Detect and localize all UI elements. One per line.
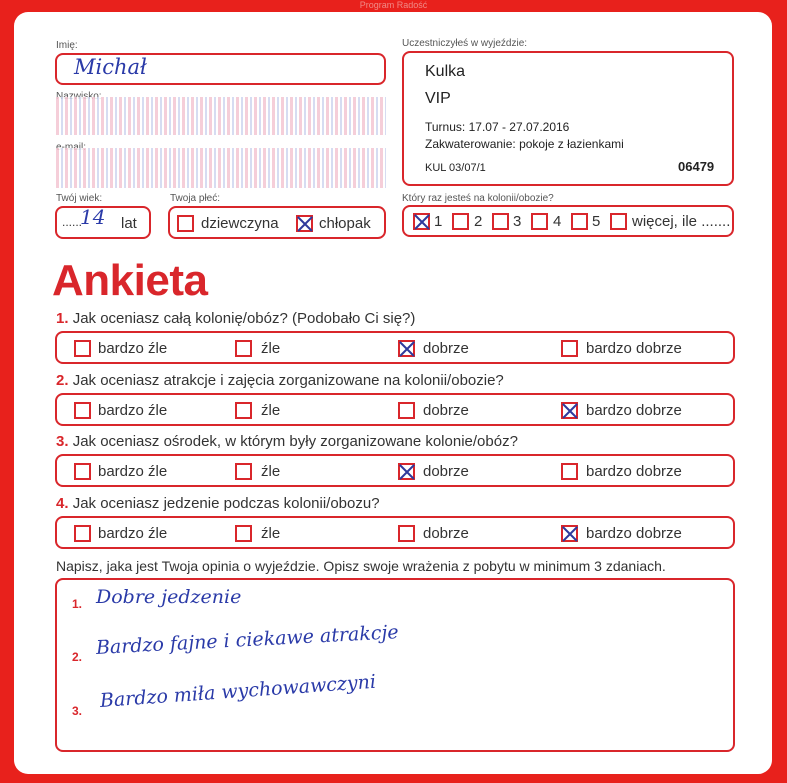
q2-bardzo-zle-label: bardzo źle	[98, 402, 168, 419]
q4-dobrze-label: dobrze	[423, 525, 469, 542]
q4-bardzo-zle-checkbox[interactable]	[74, 525, 91, 542]
header-text: Program Radość	[359, 0, 428, 10]
question-1-text: Jak oceniasz całą kolonię/obóz? (Podobało Ci się?)	[72, 310, 416, 327]
opinion-line-1-text: Dobre jedzenie	[96, 586, 242, 608]
trip-term	[425, 120, 569, 134]
times-option-more-checkbox[interactable]	[610, 213, 627, 230]
gender-female-label: dziewczyna	[201, 215, 279, 232]
q1-bardzo-dobrze-checkbox[interactable]	[561, 340, 578, 357]
trip-label: Uczestniczyłeś w wyjeździe:	[402, 38, 528, 49]
opinion-line-3-text: Bardzo miła wychowawczyni	[99, 670, 377, 712]
times-option-2-label: 2	[474, 213, 483, 230]
times-option-3-label: 3	[513, 213, 522, 230]
trip-number: 06479	[678, 159, 715, 174]
question-4-number: 4.	[56, 495, 69, 512]
question-3-text: Jak oceniasz ośrodek, w którym były zorganizowane kolonie/obóz?	[72, 433, 518, 450]
email-redacted	[56, 148, 386, 188]
trip-accom-label: Zakwaterowanie:	[425, 137, 516, 151]
q3-bardzo-zle-label: bardzo źle	[98, 463, 168, 480]
trip-code: KUL 03/07/1	[425, 162, 486, 174]
q3-zle-checkbox[interactable]	[235, 463, 252, 480]
surname-redacted	[56, 97, 386, 135]
q2-dobrze-checkbox[interactable]	[398, 402, 415, 419]
q3-bardzo-dobrze-label: bardzo dobrze	[586, 463, 682, 480]
q2-zle-checkbox[interactable]	[235, 402, 252, 419]
q1-bardzo-zle-label: bardzo źle	[98, 340, 168, 357]
opinion-line-3-number: 3.	[72, 704, 83, 718]
q3-dobrze-label: dobrze	[423, 463, 469, 480]
q2-zle-label: źle	[261, 402, 281, 419]
times-option-3-checkbox[interactable]	[492, 213, 509, 230]
name-label: Imię:	[56, 40, 78, 51]
q1-dobrze-checkbox[interactable]	[398, 340, 415, 357]
times-option-5-label: 5	[592, 213, 601, 230]
q4-bardzo-dobrze-checkbox[interactable]	[561, 525, 578, 542]
q3-bardzo-zle-checkbox[interactable]	[74, 463, 91, 480]
times-option-1-checkbox[interactable]	[413, 213, 430, 230]
q2-bardzo-dobrze-label: bardzo dobrze	[586, 402, 682, 419]
question-2-text: Jak oceniasz atrakcje i zajęcia zorganizowane na kolonii/obozie?	[72, 372, 504, 389]
q1-dobrze-label: dobrze	[423, 340, 469, 357]
times-option-4-label: 4	[553, 213, 562, 230]
question-3-number: 3.	[56, 433, 69, 450]
age-unit: lat	[121, 215, 137, 232]
question-3	[56, 433, 518, 450]
q2-bardzo-zle-checkbox[interactable]	[74, 402, 91, 419]
times-option-more-label: więcej, ile .......	[632, 213, 731, 230]
q4-bardzo-dobrze-label: bardzo dobrze	[586, 525, 682, 542]
q3-bardzo-dobrze-checkbox[interactable]	[561, 463, 578, 480]
trip-name: Kulka	[425, 63, 466, 80]
age-value: 14	[80, 205, 106, 229]
times-option-2-checkbox[interactable]	[452, 213, 469, 230]
opinion-prompt: Napisz, jaka jest Twoja opinia o wyjeździe. Opisz swoje wrażenia z pobytu w minimum 3 zdaniach.	[56, 558, 666, 574]
opinion-line-1-number: 1.	[72, 597, 83, 611]
question-2-number: 2.	[56, 372, 69, 389]
age-dots: ......	[62, 215, 83, 229]
times-option-4-checkbox[interactable]	[531, 213, 548, 230]
question-2	[56, 372, 504, 389]
question-1	[56, 310, 415, 327]
q4-bardzo-zle-label: bardzo źle	[98, 525, 168, 542]
gender-male-label: chłopak	[319, 215, 371, 232]
trip-accom-value: pokoje z łazienkami	[519, 137, 624, 151]
trip-accom	[425, 137, 624, 151]
q3-zle-label: źle	[261, 463, 281, 480]
age-label: Twój wiek:	[56, 193, 103, 204]
times-label: Który raz jesteś na kolonii/obozie?	[402, 193, 554, 204]
q3-dobrze-checkbox[interactable]	[398, 463, 415, 480]
gender-label: Twoja płeć:	[170, 193, 221, 204]
q1-bardzo-dobrze-label: bardzo dobrze	[586, 340, 682, 357]
name-value: Michał	[74, 55, 147, 79]
trip-term-label: Turnus:	[425, 120, 466, 134]
q1-zle-label: źle	[261, 340, 281, 357]
times-option-5-checkbox[interactable]	[571, 213, 588, 230]
gender-female-checkbox[interactable]	[177, 215, 194, 232]
q1-zle-checkbox[interactable]	[235, 340, 252, 357]
trip-type: VIP	[425, 90, 451, 107]
question-4-text: Jak oceniasz jedzenie podczas kolonii/obozu?	[72, 495, 380, 512]
q4-zle-checkbox[interactable]	[235, 525, 252, 542]
survey-title: Ankieta	[52, 256, 208, 305]
question-4	[56, 495, 380, 512]
q1-bardzo-zle-checkbox[interactable]	[74, 340, 91, 357]
q4-zle-label: źle	[261, 525, 281, 542]
q2-bardzo-dobrze-checkbox[interactable]	[561, 402, 578, 419]
gender-male-checkbox[interactable]	[296, 215, 313, 232]
times-option-1-label: 1	[434, 213, 443, 230]
opinion-line-2-number: 2.	[72, 650, 83, 664]
trip-term-value: 17.07 - 27.07.2016	[468, 120, 570, 134]
q4-dobrze-checkbox[interactable]	[398, 525, 415, 542]
question-1-number: 1.	[56, 310, 69, 327]
q2-dobrze-label: dobrze	[423, 402, 469, 419]
opinion-line-2-text: Bardzo fajne i ciekawe atrakcje	[95, 621, 400, 659]
